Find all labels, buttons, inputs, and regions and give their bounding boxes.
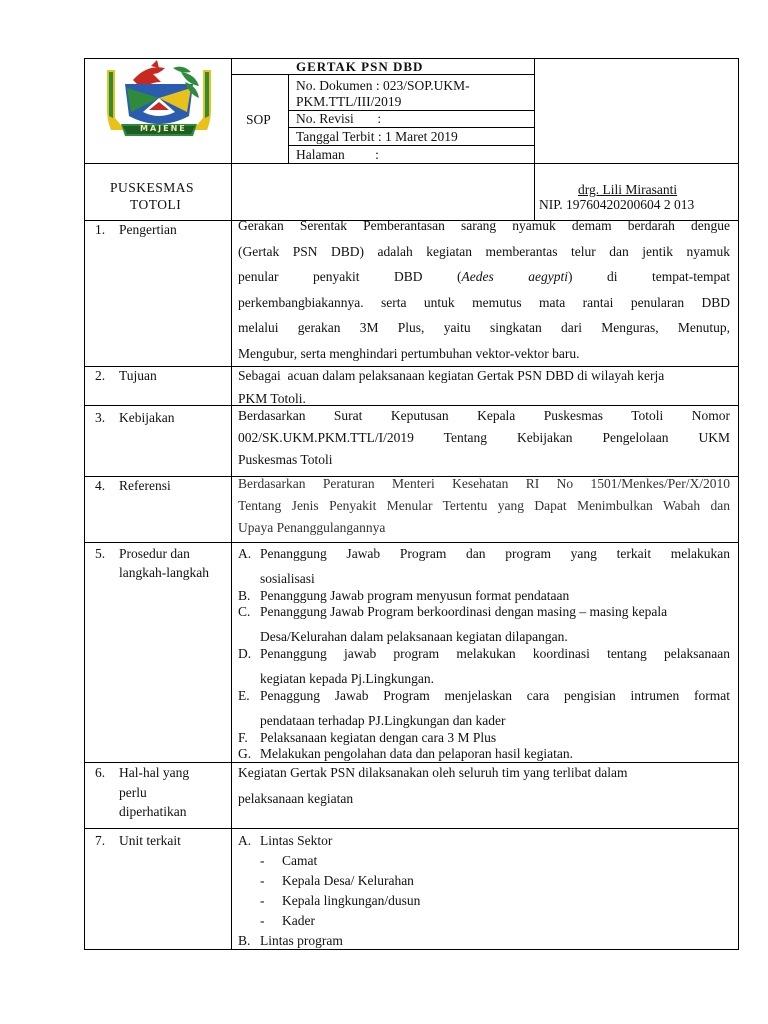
table-border-left	[84, 58, 85, 950]
procedure-item-marker: C.	[238, 604, 251, 619]
section-1-prefix: penular penyakit DBD (	[238, 269, 462, 284]
section-rule-5	[84, 542, 738, 543]
section-3-line: Berdasarkan Surat Keputusan Kepala Puskesmas Totoli Nomor	[238, 408, 730, 423]
section-2-number: 2.	[95, 368, 106, 383]
section-6-label-line2: perlu	[119, 785, 147, 800]
procedure-item-continuation: pendataan terhadap PJ.Lingkungan dan kader	[260, 713, 506, 728]
revision-number: No. Revisi :	[296, 111, 382, 126]
section-1-line: Gerakan Serentak Pemberantasan sarang nyamuk demam berdarah dengue	[238, 218, 730, 233]
procedure-item-marker: D.	[238, 646, 252, 661]
majene-logo	[103, 60, 215, 142]
unit-group-b-marker: B.	[238, 933, 251, 948]
procedure-item-marker: F.	[238, 730, 248, 745]
unit-sub-marker: -	[260, 893, 265, 908]
section-2-label: Tujuan	[119, 368, 157, 383]
procedure-item-text: Penaggung Jawab Program menjelaskan cara pengisian intrumen format	[260, 688, 730, 703]
procedure-item-text: Penanggung Jawab Program berkoordinasi dengan masing – masing kepala	[260, 604, 668, 619]
section-6-label-line1: Hal-hal yang	[119, 765, 190, 780]
table-border-bottom	[84, 949, 738, 950]
procedure-item-continuation: sosialisasi	[260, 571, 315, 586]
section-6-number: 6.	[95, 765, 106, 780]
signer-nip: NIP. 19760420200604 2 013	[539, 197, 695, 212]
italic-term: Aedes aegypti	[461, 269, 568, 284]
section-6-label-line3: diperhatikan	[119, 804, 187, 819]
publish-date: Tanggal Terbit : 1 Maret 2019	[296, 129, 458, 144]
section-1-number: 1.	[95, 222, 106, 237]
unit-group-a-label: Lintas Sektor	[260, 833, 333, 848]
section-5-number: 5.	[95, 546, 106, 561]
unit-group-a-marker: A.	[238, 833, 252, 848]
header-rev-rule	[288, 127, 534, 128]
section-rule-2	[84, 366, 738, 367]
section-3-number: 3.	[95, 410, 106, 425]
section-4-line: Tentang Jenis Penyakit Menular Tertentu yang Dapat Menimbulkan Wabah dan	[238, 498, 730, 513]
procedure-item-marker: G.	[238, 746, 252, 761]
section-4-line: Berdasarkan Peraturan Menteri Kesehatan RI No 1501/Menkes/Per/X/2010	[238, 476, 730, 491]
section-1-suffix: ) di tempat-tempat	[568, 269, 730, 284]
section-2-line-1: Sebagai acuan dalam pelaksanaan kegiatan Gertak PSN DBD di wilayah kerja	[238, 368, 665, 383]
procedure-item-continuation: kegiatan kepada Pj.Lingkungan.	[260, 671, 434, 686]
section-rule-6	[84, 762, 738, 763]
section-1-label: Pengertian	[119, 222, 177, 237]
section-6-line-2: pelaksanaan kegiatan	[238, 791, 354, 806]
section-3-line: Puskesmas Totoli	[238, 452, 333, 467]
section-7-number: 7.	[95, 833, 106, 848]
document-title: GERTAK PSN DBD	[296, 59, 424, 74]
doc-number-line1: No. Dokumen : 023/SOP.UKM-	[296, 78, 470, 93]
section-1-line: melalui gerakan 3M Plus, yaitu singkatan dari Menguras, Menutup,	[238, 320, 730, 335]
header-divider-3	[534, 58, 535, 220]
procedure-item-text: Penanggung Jawab Program dan program yang terkait melakukan	[260, 546, 730, 561]
logo-banner-text: MAJENE	[140, 124, 187, 133]
section-2-line-2: PKM Totoli.	[238, 391, 306, 406]
unit-sub-item: Camat	[282, 853, 318, 868]
signer-name: drg. Lili Mirasanti	[578, 182, 678, 197]
unit-sub-marker: -	[260, 873, 265, 888]
procedure-item-text: Melakukan pengolahan data dan pelaporan hasil kegiatan.	[260, 746, 574, 761]
section-4-line: Upaya Penanggulangannya	[238, 520, 386, 535]
unit-sub-marker: -	[260, 913, 265, 928]
procedure-item-text: Penanggung Jawab program menyusun format pendataan	[260, 588, 570, 603]
section-5-label-line2: langkah-langkah	[119, 565, 209, 580]
header-bottom-rule	[84, 163, 738, 164]
section-6-line-1: Kegiatan Gertak PSN dilaksanakan oleh seluruh tim yang terlibat dalam	[238, 765, 628, 780]
section-4-label: Referensi	[119, 478, 171, 493]
header-date-rule	[288, 145, 534, 146]
section-7-label: Unit terkait	[119, 833, 181, 848]
unit-sub-item: Kader	[282, 913, 315, 928]
unit-sub-item: Kepala Desa/ Kelurahan	[282, 873, 414, 888]
procedure-item-continuation: Desa/Kelurahan dalam pelaksanaan kegiatan dilapangan.	[260, 629, 568, 644]
section-3-line: 002/SK.UKM.PKM.TTL/I/2019 Tentang Kebijakan Pengelolaan UKM	[238, 430, 730, 445]
sop-label: SOP	[246, 112, 271, 127]
table-border-right	[738, 58, 739, 950]
section-3-label: Kebijakan	[119, 410, 175, 425]
procedure-item-text: Penanggung jawab program melakukan koordinasi tentang pelaksanaan	[260, 646, 730, 661]
doc-number-line2: PKM.TTL/III/2019	[296, 94, 402, 109]
section-1-line-with-term	[238, 264, 730, 290]
section-1-line: (Gertak PSN DBD) adalah kegiatan memberantas telur dan jentik nyamuk	[238, 243, 730, 259]
procedure-item-marker: E.	[238, 688, 250, 703]
section-3-body	[238, 405, 730, 471]
unit-group-b-label: Lintas program	[260, 933, 343, 948]
org-name-line2: TOTOLI	[130, 197, 182, 212]
procedure-item-marker: A.	[238, 546, 252, 561]
section-1-line: perkembangbiakannya. serta untuk memutus mata rantai penularan DBD	[238, 294, 730, 310]
page-number: Halaman :	[296, 147, 379, 162]
section-4-body	[238, 473, 730, 539]
section-1-body	[238, 213, 730, 366]
procedure-item-text: Pelaksanaan kegiatan dengan cara 3 M Plus	[260, 730, 497, 745]
org-name-line1: PUSKESMAS	[110, 180, 195, 195]
unit-sub-item: Kepala lingkungan/dusun	[282, 893, 421, 908]
procedure-item-marker: B.	[238, 588, 251, 603]
section-4-number: 4.	[95, 478, 106, 493]
section-5-label-line1: Prosedur dan	[119, 546, 190, 561]
section-rule-7	[84, 828, 738, 829]
header-divider-1	[231, 58, 232, 950]
header-divider-2	[288, 74, 289, 163]
unit-sub-marker: -	[260, 853, 265, 868]
section-1-line: Mengubur, serta menghindari pertumbuhan vektor-vektor baru.	[238, 345, 580, 361]
